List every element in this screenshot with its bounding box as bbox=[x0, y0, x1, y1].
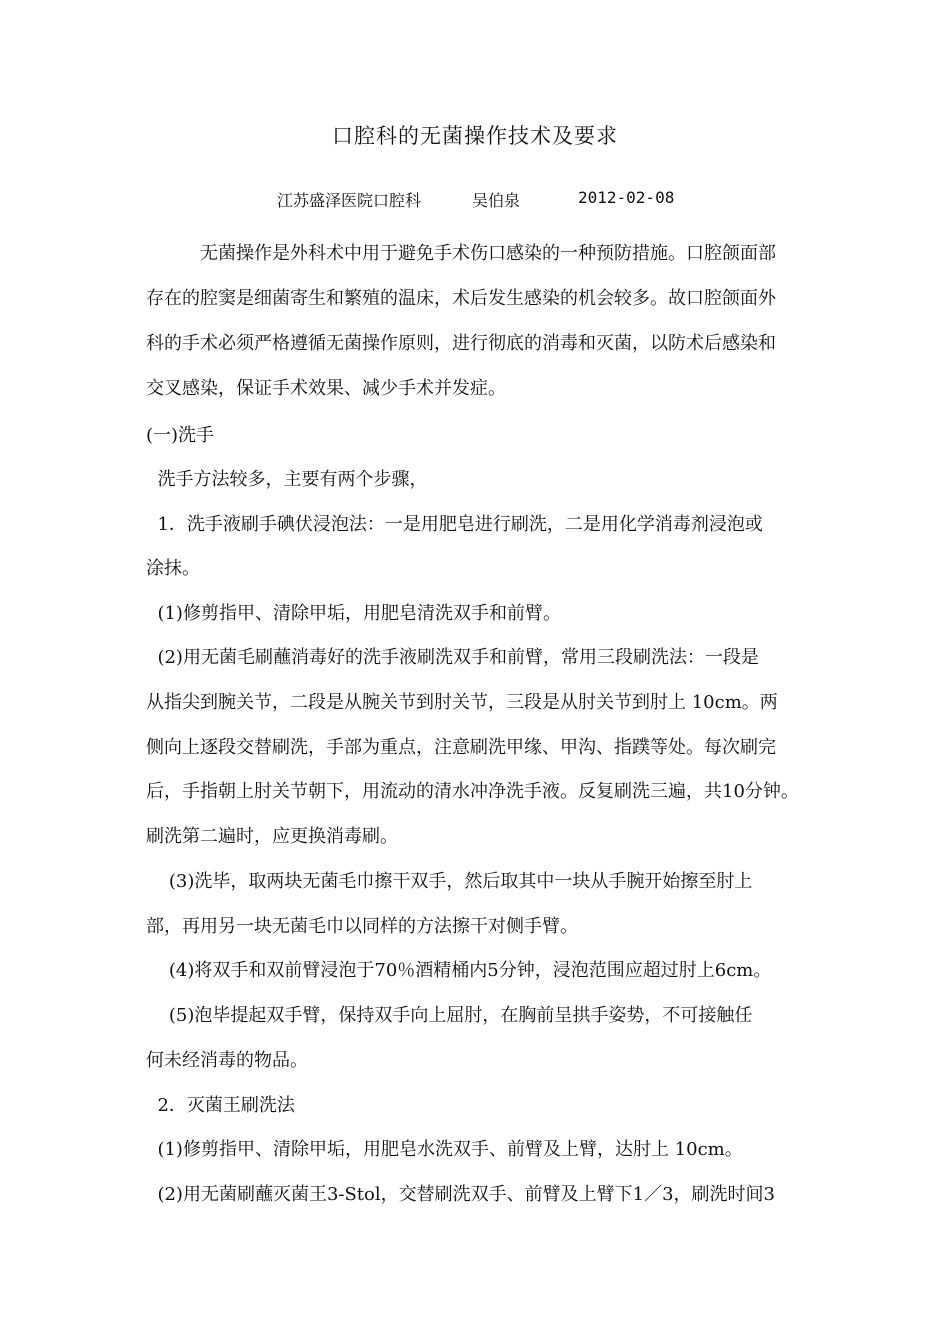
text-line: 科的手术必须严格遵循无菌操作原则，进行彻底的消毒和灭菌，以防术后感染和 bbox=[146, 333, 776, 354]
text-line: (4)将双手和双前臂浸泡于70％酒精桶内5分钟，浸泡范围应超过肘上6cm。 bbox=[146, 960, 772, 981]
text-line: 洗手方法较多，主要有两个步骤， bbox=[146, 469, 428, 490]
byline-date: 2012-02-08 bbox=[578, 188, 675, 207]
section-heading: (一)洗手 bbox=[146, 425, 215, 446]
text-line: (1)修剪指甲、清除甲垢，用肥皂清洗双手和前臂。 bbox=[146, 603, 561, 624]
text-line: 1．洗手液刷手碘伏浸泡法：一是用肥皂进行刷洗，二是用化学消毒剂浸泡或 bbox=[146, 514, 763, 535]
text-line: 2．灭菌王刷洗法 bbox=[146, 1095, 295, 1116]
text-line: 刷洗第二遍时，应更换消毒刷。 bbox=[146, 826, 398, 847]
text-line: 部，再用另一块无菌毛巾以同样的方法擦干对侧手臂。 bbox=[146, 916, 578, 937]
text-line: 侧向上逐段交替刷洗，手部为重点，注意刷洗甲缘、甲沟、指蹼等处。每次刷完 bbox=[146, 737, 776, 758]
text-line: 何未经消毒的物品。 bbox=[146, 1050, 308, 1071]
text-line: 交叉感染，保证手术效果、减少手术并发症。 bbox=[146, 378, 506, 399]
text-line: 存在的腔窦是细菌寄生和繁殖的温床，术后发生感染的机会较多。故口腔颌面外 bbox=[146, 288, 776, 309]
page-title: 口腔科的无菌操作技术及要求 bbox=[332, 124, 618, 148]
text-line: 从指尖到腕关节，二段是从腕关节到肘关节，三段是从肘关节到肘上 10cm。两 bbox=[146, 692, 778, 713]
text-line: (5)泡毕提起双手臂，保持双手向上屈肘，在胸前呈拱手姿势，不可接触任 bbox=[146, 1005, 753, 1026]
text-line: (3)洗毕，取两块无菌毛巾擦干双手，然后取其中一块从手腕开始擦至肘上 bbox=[146, 871, 753, 892]
text-line: (1)修剪指甲、清除甲垢，用肥皂水洗双手、前臂及上臂，达肘上 10cm。 bbox=[146, 1139, 743, 1160]
text-line: 无菌操作是外科术中用于避免手术伤口感染的一种预防措施。口腔颌面部 bbox=[146, 243, 776, 264]
text-line: (2)用无菌毛刷蘸消毒好的洗手液刷洗双手和前臂，常用三段刷洗法：一段是 bbox=[146, 647, 759, 668]
text-line: (2)用无菌刷蘸灭菌王3-Stol，交替刷洗双手、前臂及上臂下1／3，刷洗时间3 bbox=[146, 1184, 775, 1205]
byline-institution: 江苏盛泽医院口腔科 bbox=[277, 191, 422, 210]
byline-author: 吴伯泉 bbox=[472, 191, 521, 210]
byline bbox=[0, 188, 950, 212]
text-line: 涂抹。 bbox=[146, 558, 200, 579]
text-line: 后，手指朝上肘关节朝下，用流动的清水冲净洗手液。反复刷洗三遍，共10分钟。 bbox=[146, 781, 799, 802]
